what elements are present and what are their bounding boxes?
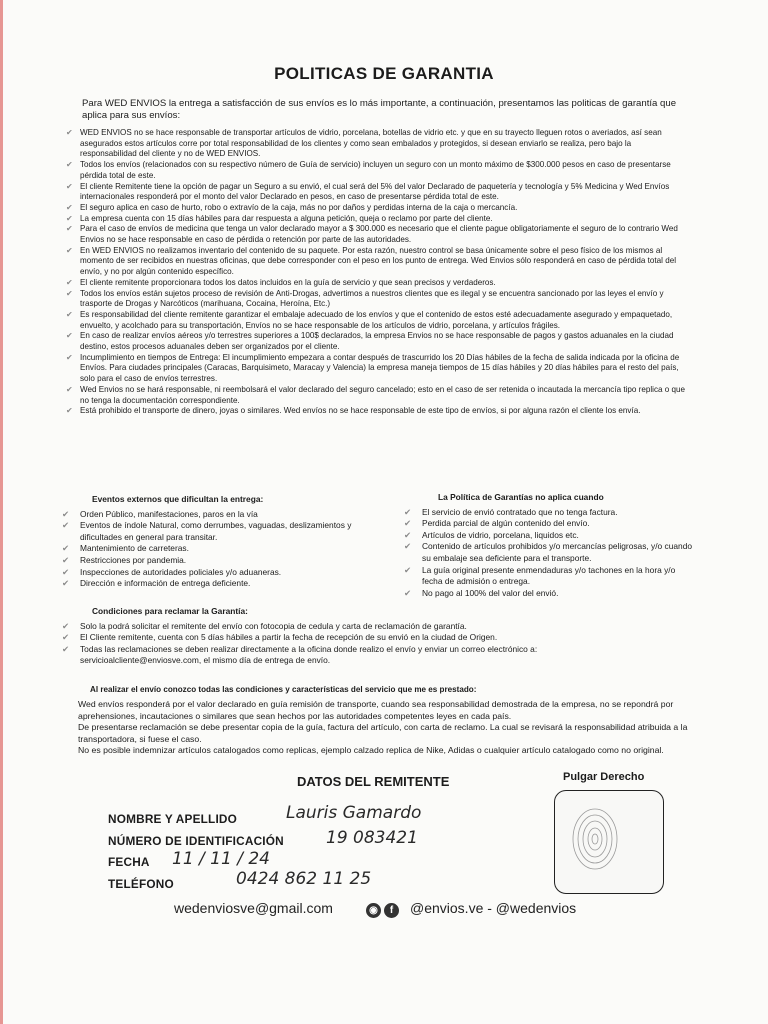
declaracion-heading: Al realizar el envío conozco todas las condiciones y características del servicio que me es prestado: bbox=[90, 685, 477, 694]
no-aplica-item-text: Artículos de vidrio, porcelana, liquidos etc. bbox=[422, 529, 579, 540]
checkmark-icon: ✔ bbox=[404, 587, 412, 598]
checkmark-icon: ✔ bbox=[62, 566, 70, 577]
fecha-value: 11 / 11 / 24 bbox=[172, 849, 270, 869]
checkmark-icon: ✔ bbox=[66, 160, 73, 170]
eventos-item bbox=[62, 509, 362, 521]
checkmark-icon: ✔ bbox=[62, 508, 70, 519]
eventos-item-text: Orden Público, manifestaciones, paros en la vía bbox=[80, 508, 258, 519]
eventos-item bbox=[62, 567, 362, 579]
no-aplica-list bbox=[404, 507, 694, 600]
declaracion-section bbox=[78, 684, 688, 756]
nombre-value: Lauris Gamardo bbox=[286, 803, 422, 823]
policy-item bbox=[66, 278, 688, 289]
checkmark-icon: ✔ bbox=[66, 213, 73, 223]
checkmark-icon: ✔ bbox=[404, 506, 412, 517]
policy-item bbox=[66, 353, 688, 385]
policy-item-text: El cliente remitente proporcionara todos los datos incluidos en la guía de servicio y que sean precisos y verdaderos. bbox=[80, 277, 496, 287]
policy-item-text: En WED ENVIOS no realizamos inventario del contenido de su paquete. Por esta razón, nuestro control se basa únicamente sobre el peso físico de los mismos al momento de ser recibidos en nuestras oficinas, que debe corresponder con el peso en los punto de entrega. Wed Envios sólo responderá en caso de pérdida total del envío, y no por algún contenido específico. bbox=[80, 245, 677, 277]
eventos-item-text: Restricciones por pandemia. bbox=[80, 554, 187, 565]
paper-edge bbox=[0, 0, 3, 1024]
checkmark-icon: ✔ bbox=[66, 224, 73, 234]
eventos-item bbox=[62, 543, 362, 555]
footer-social: @envios.ve - @wedenvios bbox=[410, 900, 577, 916]
no-aplica-item bbox=[404, 507, 694, 519]
no-aplica-item-text: El servicio de envió contratado que no tenga factura. bbox=[422, 506, 618, 517]
checkmark-icon: ✔ bbox=[66, 202, 73, 212]
checkmark-icon: ✔ bbox=[62, 554, 70, 565]
telefono-value: 0424 862 11 25 bbox=[236, 869, 372, 889]
policy-item-text: Incumplimiento en tiempos de Entrega: El incumplimiento empezara a contar después de trascurrido los 20 Días hábiles de la fecha de salida indicada por la oficina de Envíos. Para ciudades principales (Caracas, Barquisimeto, Maracay y Valencia) la empresa maneja tiempos de 15 días hábiles y 20 días hábiles para el resto del país, solo para el caso de envíos terrestres. bbox=[80, 352, 680, 384]
no-aplica-item-text: No pago al 100% del valor del envió. bbox=[422, 587, 559, 598]
eventos-item-text: Inspecciones de autoridades policiales y/o aduaneras. bbox=[80, 566, 282, 577]
fecha-label: FECHA bbox=[108, 855, 150, 869]
policy-item bbox=[66, 182, 688, 203]
eventos-item bbox=[62, 555, 362, 567]
eventos-item-text: Dirección e información de entrega deficiente. bbox=[80, 578, 251, 589]
identificacion-label: NÚMERO DE IDENTIFICACIÓN bbox=[108, 834, 284, 848]
fingerprint-icon bbox=[555, 791, 663, 893]
footer-email: wedenviosve@gmail.com bbox=[174, 900, 333, 916]
policy-item-text: Para el caso de envíos de medicina que tenga un valor declarado mayor a $ 300.000 es necesario que el cliente pague obligatoriamente el seguro de lo contrario Wed Envios no se hace responsable en caso de pérdida o retención por parte de las autoridades. bbox=[80, 224, 678, 245]
policy-item-text: El seguro aplica en caso de hurto, robo o extravío de la caja, más no por daños y perdidas interna de la caja o mercancía. bbox=[80, 202, 518, 212]
declaracion-paragraph: No es posible indemnizar artículos catalogados como replicas, ejemplo calzado replica de Nike, Adidas o cualquier artículo catalogado como no original. bbox=[78, 745, 664, 756]
no-aplica-item bbox=[404, 541, 694, 564]
checkmark-icon: ✔ bbox=[66, 245, 73, 255]
policy-item bbox=[66, 310, 688, 331]
eventos-item bbox=[62, 578, 362, 590]
condiciones-item bbox=[62, 621, 622, 633]
policy-item-text: Wed Envios no se hará responsable, ni reembolsará el valor declarado del seguro cancelado; esto en el caso de ser retenida o incautada la mercancía tipo replica o que no tenga la documentación correspondiente. bbox=[80, 384, 685, 405]
checkmark-icon: ✔ bbox=[404, 564, 412, 575]
declaracion-paragraph: De presentarse reclamación se debe presentar copia de la guía, factura del artículo, con carta de reclamo. La cual se revisará la responsabilidad atribuida a la transportadora, si fuese el caso. bbox=[78, 722, 688, 744]
checkmark-icon: ✔ bbox=[404, 518, 412, 529]
checkmark-icon: ✔ bbox=[66, 309, 73, 319]
eventos-list bbox=[62, 509, 362, 590]
condiciones-item-text: El Cliente remitente, cuenta con 5 días hábiles a partir la fecha de recepción de su envió en la ciudad de Origen. bbox=[80, 632, 498, 643]
policy-item bbox=[66, 289, 688, 310]
eventos-title: Eventos externos que dificultan la entrega: bbox=[92, 494, 264, 504]
condiciones-section bbox=[62, 606, 622, 667]
policy-item-text: La empresa cuenta con 15 días hábiles para dar respuesta a alguna petición, queja o reclamo por parte del cliente. bbox=[80, 213, 493, 223]
checkmark-icon: ✔ bbox=[66, 384, 73, 394]
thumbprint-box bbox=[554, 790, 664, 894]
policy-item-text: Está prohibido el transporte de dinero, joyas o similares. Wed envíos no se hace responsable de este tipo de envíos, si por alguna razón el cliente los envía. bbox=[80, 406, 641, 416]
instagram-icon: ◉ bbox=[366, 903, 381, 918]
condiciones-item bbox=[62, 632, 622, 644]
policy-item-text: Todos los envíos están sujetos proceso de revisión de Anti-Drogas, advertimos a nuestros clientes que es ilegal y se encuentra sancionado por las leyes el envío y trasporte de Drogas y Narcóticos (marihuana, Cocaina, Heroína, Etc.) bbox=[80, 288, 664, 309]
policy-item bbox=[66, 160, 688, 181]
checkmark-icon: ✔ bbox=[62, 520, 70, 531]
policy-item bbox=[66, 331, 688, 352]
checkmark-icon: ✔ bbox=[66, 352, 73, 362]
eventos-item-text: Eventos de índole Natural, como derrumbes, vaguadas, deslizamientos y dificultades en general para transitar. bbox=[80, 520, 352, 542]
policy-item-text: En caso de realizar envíos aéreos y/o terrestres superiores a 100$ declarados, la empresa Envios no se hace responsable de pagos y gastos aduanales en la ciudad destino, estos procesos aduanales deben ser organizados por el cliente. bbox=[80, 331, 674, 352]
eventos-item bbox=[62, 520, 362, 543]
no-aplica-title: La Política de Garantías no aplica cuando bbox=[438, 492, 604, 502]
no-aplica-item-text: La guía original presente enmendaduras y/o tachones en la hora y/o fecha de admisión o entrega. bbox=[422, 564, 676, 587]
policy-item-text: Es responsabilidad del cliente remitente garantizar el embalaje adecuado de los envíos y que el contenido de estos esté adecuadamente asegurado y empaquetado, envuelto, y acolchado para su transportación, Envíos no se hace responsable de los artículos de vidrio, porcelana, y artículos frágiles. bbox=[80, 309, 673, 330]
policy-item bbox=[66, 203, 688, 214]
declaracion-paragraph: Wed envíos responderá por el valor declarado en guía remisión de transporte, cuando sea responsabilidad demostrada de la empresa, no se repondrá por aprehensiones, incautaciones o similares que sean hechos por las autoridades competentes leyes en cada país. bbox=[78, 699, 674, 721]
checkmark-icon: ✔ bbox=[66, 128, 73, 137]
checkmark-icon: ✔ bbox=[66, 181, 73, 191]
checkmark-icon: ✔ bbox=[66, 288, 73, 298]
condiciones-item-text: Todas las reclamaciones se deben realizar directamente a la oficina donde realizo el envío y enviar un correo electrónico a: servicioalcliente@enviosve.com, el mismo día de entrega de envío. bbox=[80, 643, 538, 666]
policy-item-text: El cliente Remitente tiene la opción de pagar un Seguro a su envió, el cual será del 5% del valor Declarado de paquetería y tecnología y 5% Medicina y Wed Envíos internacionales responderá por el monto del valor Declarado en pesos, en caso de presentarse pérdida total de este. bbox=[80, 181, 670, 202]
thumb-label: Pulgar Derecho bbox=[563, 771, 645, 783]
condiciones-title: Condiciones para reclamar la Garantía: bbox=[92, 606, 248, 616]
social-icons bbox=[366, 901, 402, 918]
no-aplica-item-text: Perdida parcial de algún contenido del envío. bbox=[422, 518, 590, 529]
condiciones-item bbox=[62, 644, 622, 667]
checkmark-icon: ✔ bbox=[66, 331, 73, 341]
identificacion-value: 19 083421 bbox=[326, 828, 418, 848]
policy-item bbox=[66, 224, 688, 245]
checkmark-icon: ✔ bbox=[62, 643, 70, 654]
no-aplica-item bbox=[404, 518, 694, 530]
checkmark-icon: ✔ bbox=[66, 406, 73, 416]
telefono-label: TELÉFONO bbox=[108, 877, 174, 891]
checkmark-icon: ✔ bbox=[62, 620, 70, 631]
policy-item bbox=[66, 214, 688, 225]
no-aplica-section bbox=[404, 492, 694, 599]
checkmark-icon: ✔ bbox=[62, 632, 70, 643]
condiciones-item-text: Solo la podrá solicitar el remitente del envío con fotocopia de cedula y carta de reclamación de garantía. bbox=[80, 620, 467, 631]
checkmark-icon: ✔ bbox=[66, 277, 73, 287]
policy-item bbox=[66, 128, 688, 160]
checkmark-icon: ✔ bbox=[404, 541, 412, 552]
policy-item bbox=[66, 246, 688, 278]
eventos-section bbox=[62, 494, 362, 590]
no-aplica-item bbox=[404, 565, 694, 588]
policy-item bbox=[66, 385, 688, 406]
checkmark-icon: ✔ bbox=[62, 543, 70, 554]
nombre-label: NOMBRE Y APELLIDO bbox=[108, 812, 238, 826]
eventos-item-text: Mantenimiento de carreteras. bbox=[80, 543, 189, 554]
no-aplica-item bbox=[404, 530, 694, 542]
no-aplica-item-text: Contenido de artículos prohibidos y/o mercancías peligrosas, y/o cuando su embalaje sea deficiente para el transporte. bbox=[422, 541, 693, 563]
policy-list bbox=[66, 128, 688, 417]
page-title: POLITICAS DE GARANTIA bbox=[274, 64, 494, 83]
facebook-icon: f bbox=[384, 903, 399, 918]
intro-paragraph: Para WED ENVIOS la entrega a satisfacción de sus envíos es lo más importante, a continuación, presentamos las politicas de garantía que aplica para sus envíos: bbox=[82, 98, 677, 121]
condiciones-list bbox=[62, 621, 622, 667]
policy-item-text: Todos los envíos (relacionados con su respectivo número de Guía de servicio) incluyen un seguro con un monto máximo de $300.000 pesos en caso de presentarse pérdida total de este. bbox=[80, 160, 671, 180]
remitente-heading: DATOS DEL REMITENTE bbox=[297, 774, 450, 789]
no-aplica-item bbox=[404, 588, 694, 600]
policy-item bbox=[66, 406, 688, 417]
checkmark-icon: ✔ bbox=[404, 529, 412, 540]
checkmark-icon: ✔ bbox=[62, 578, 70, 589]
policy-item-text: WED ENVIOS no se hace responsable de transportar artículos de vidrio, porcelana, botellas de vidrio etc. y que en su trayecto lleguen rotos o averiados, así sean asegurados estos artículos corre por total responsabilidad de los clientes y como sean embalados y protegidos, si desean enviarlo se realiza, pero bajo la responsabilidad del cliente y no de WED ENVIOS. bbox=[80, 128, 662, 159]
